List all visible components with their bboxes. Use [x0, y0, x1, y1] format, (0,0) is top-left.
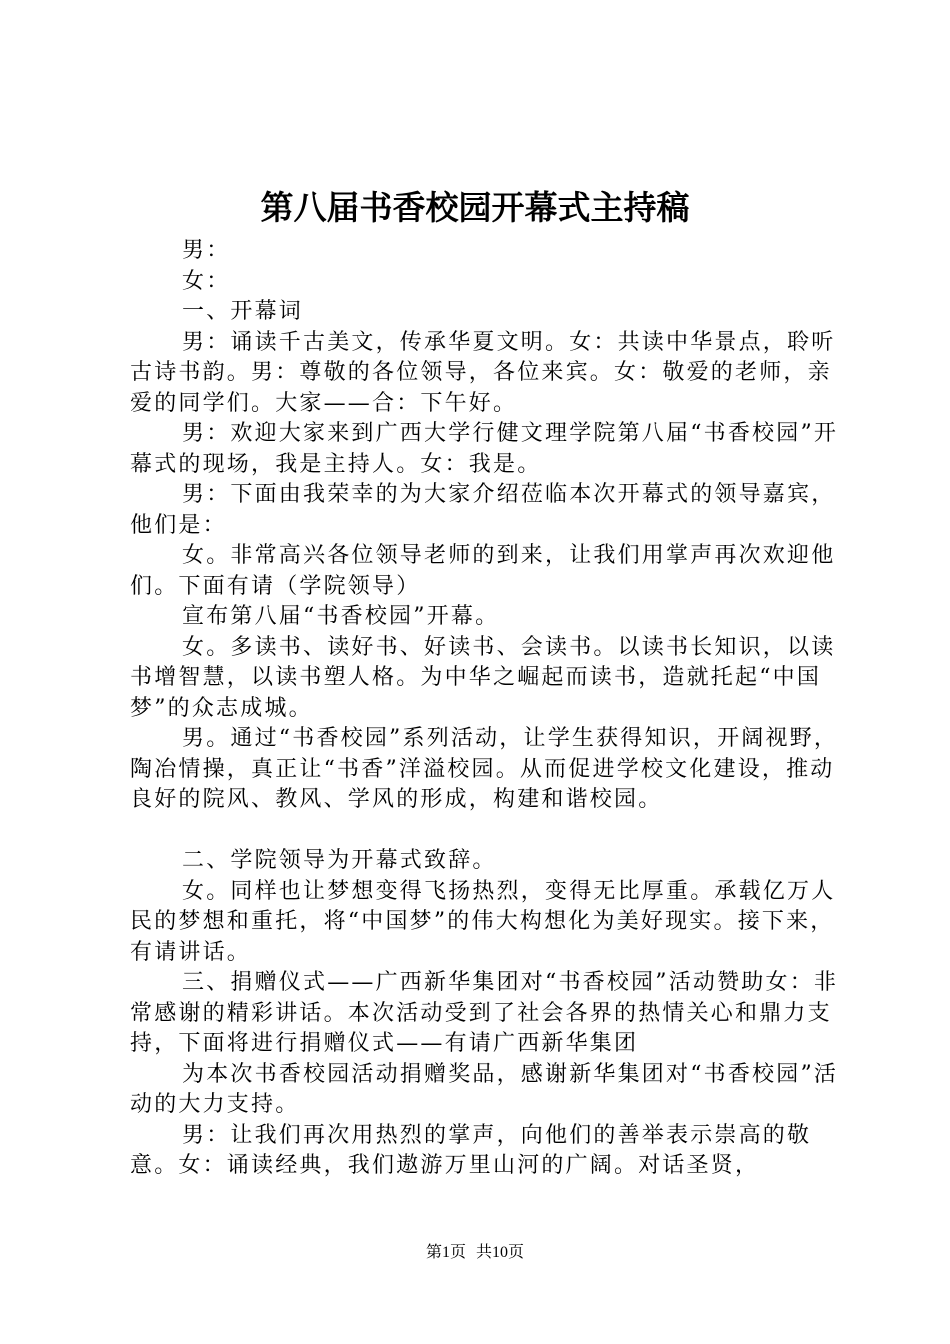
paragraph: 女。同样也让梦想变得飞扬热烈，变得无比厚重。承载亿万人民的梦想和重托，将“中国梦”的伟大构想化为美好现实。接下来，有请讲话。	[130, 878, 836, 965]
paragraph: 为本次书香校园活动捐赠奖品，感谢新华集团对“书香校园”活动的大力支持。	[130, 1061, 839, 1117]
paragraph: 女：	[182, 268, 231, 294]
paragraph: 宣布第八届“书香校园”开幕。	[182, 604, 500, 629]
document-body	[130, 236, 842, 1182]
paragraph: 男：诵读千古美文，传承华夏文明。女：共读中华景点，聆听古诗书韵。男：尊敬的各位领导，各位来宾。女：敬爱的老师，亲爱的同学们。大家——合：下午好。	[130, 329, 836, 416]
document-title: 第八届书香校园开幕式主持稿	[260, 188, 690, 227]
paragraph: 男：下面由我荣幸的为大家介绍莅临本次开幕式的领导嘉宾，他们是：	[130, 482, 836, 538]
paragraph: 男：让我们再次用热烈的掌声，向他们的善举表示崇高的敬意。女：诵读经典，我们遨游万里山河的广阔。对话圣贤，	[130, 1122, 812, 1178]
section-heading: 二、学院领导为开幕式致辞。	[182, 848, 497, 873]
section-heading: 三、捐赠仪式——广西新华集团对“书香校园”活动赞助女：非常感谢的精彩讲话。本次活动受到了社会各界的热情关心和鼎力支持，下面将进行捐赠仪式——有请广西新华集团	[130, 970, 839, 1056]
section-heading: 一、开幕词	[182, 299, 304, 324]
paragraph: 女。非常高兴各位领导老师的到来，让我们用掌声再次欢迎他们。下面有请（学院领导）	[130, 543, 836, 599]
paragraph: 男：	[182, 238, 231, 263]
page-number: 第1页	[425, 1244, 466, 1261]
page-total: 共10页	[476, 1244, 525, 1261]
page-footer	[0, 1243, 950, 1263]
paragraph: 男。通过“书香校园”系列活动，让学生获得知识，开阔视野，陶冶情操，真正让“书香”洋溢校园。从而促进学校文化建设，推动良好的院风、教风、学风的形成，构建和谐校园。	[130, 726, 839, 812]
paragraph: 女。多读书、读好书、好读书、会读书。以读书长知识，以读书增智慧，以读书塑人格。为中华之崛起而读书，造就托起“中国梦”的众志成城。	[130, 634, 836, 721]
paragraph: 男：欢迎大家来到广西大学行健文理学院第八届“书香校园”开幕式的现场，我是主持人。女：我是。	[130, 421, 839, 477]
